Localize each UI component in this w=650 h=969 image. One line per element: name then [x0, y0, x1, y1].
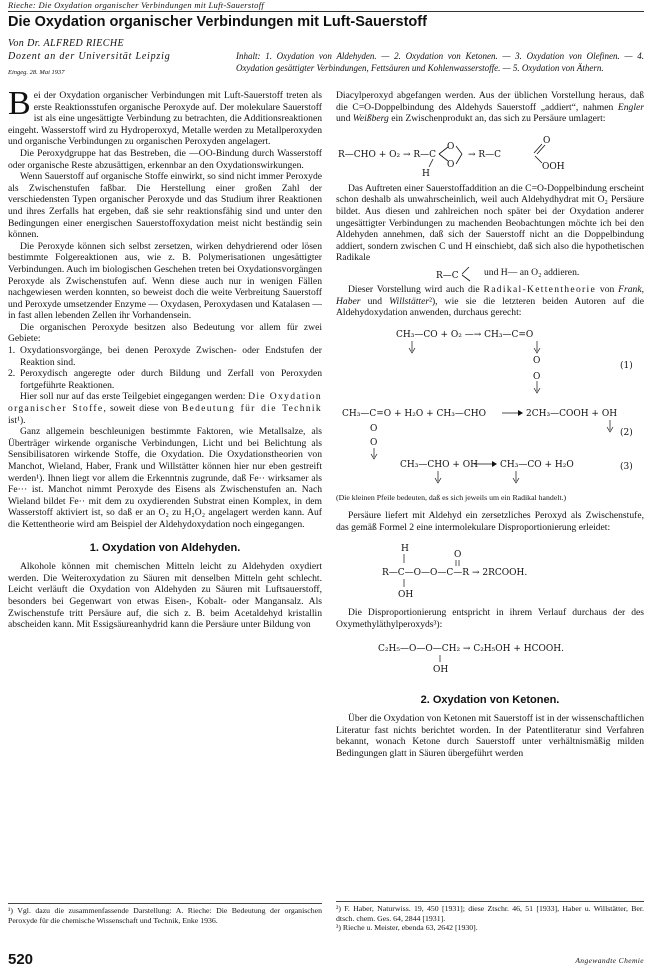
- svg-text:O: O: [447, 141, 455, 152]
- journal-name: Angewandte Chemie: [575, 956, 644, 965]
- svg-text:R—C—O—O—C—R → 2RCOOH.: R—C—O—O—C—R → 2RCOOH.: [382, 568, 528, 579]
- svg-text:O: O: [543, 135, 551, 146]
- figure-note: (Die kleinen Pfeile bedeuten, daß es sich jeweils um ein Radikal handelt.): [336, 492, 567, 502]
- svg-text:→ R—C: → R—C: [468, 149, 502, 160]
- svg-text:H: H: [401, 544, 409, 555]
- paragraph: Die Peroxydgruppe hat das Bestreben, die —OO-Bindung durch Wasserstoff oder organische Reste abzusättigen, erkennbar an den Oxydationswirkungen.: [8, 147, 322, 171]
- formula-aldehyde-addition: [336, 129, 644, 181]
- table-of-contents: Inhalt: 1. Oxydation von Aldehyden. — 2. Oxydation von Ketonen. — 3. Oxydation von Olefinen. — 4. Oxydation gesättigter Verbindungen, Fettsäuren und Kohlenwasserstoffe. — 5. Oxydation von Äthern.: [236, 51, 644, 73]
- svg-text:H: H: [422, 168, 430, 179]
- svg-text:O: O: [533, 355, 541, 366]
- paragraph: Hier soll nur auf das erste Teilgebiet eingegangen werden: Die Oxydation organischer Stoffe, soweit diese von Bedeutung für die Technik ist¹).: [8, 391, 322, 426]
- list-item: 1. Oxydationsvorgänge, bei denen Peroxyde Zwischen- oder Endstufen der Reaktion sind.: [8, 345, 322, 368]
- svg-text:OOH: OOH: [542, 161, 565, 172]
- svg-text:O: O: [454, 550, 462, 561]
- formula-oxymethyl: [336, 637, 644, 677]
- page-number: 520: [8, 951, 34, 968]
- paragraph: Alkohole können mit chemischen Mitteln leicht zu Aldehyden oxydiert werden. Die Weiteroxydation zu Säuren mit denselben Mitteln geht schlecht. Leicht verläuft die Oxydation von Aldehyden zu Säuren mit Luftsauerstoff, besonders bei Gegenwart von etwas Eisen-, Kobalt- oder Mangansalz. Als Zwischenstufe tritt Persäure auf, die sich z. B. beim Acetaldehyd kristallin abscheiden kann. Mit Essigsäureanhydrid kann die Persäure unter Bildung von: [8, 561, 322, 631]
- paragraph: Dieser Vorstellung wird auch die Radikal-Kettentheorie von Frank, Haber und Willstätter²), wie sie die letzteren beiden Autoren auf die Aldehydoxydation anwenden, durchaus gerecht:: [336, 283, 644, 319]
- svg-text:O: O: [533, 371, 541, 382]
- paragraph: Bei der Oxydation organischer Verbindungen mit Luft-Sauerstoff treten als erste Reaktionsstufen organische Peroxyde auf. Der molekulare Sauerstoff ist als eine ungesättigte Verbindung zu betrachten, die Additionsreaktionen eingeht. Wasserstoff wird zu Hydroperoxyd, Metalle werden zu Metallperoxyden und organische Verbindungen zu organischen Peroxyden angelagert.: [8, 85, 322, 148]
- paragraph: Die organischen Peroxyde besitzen also Bedeutung vor allem für zwei Gebiete:: [8, 321, 322, 345]
- running-head: Rieche: Die Oxydation organischer Verbindungen mit Luft-Sauerstoff: [8, 0, 265, 10]
- page: [8, 0, 644, 969]
- svg-text:2CH₃—COOH + OH: 2CH₃—COOH + OH: [526, 408, 618, 419]
- svg-text:(3): (3): [620, 461, 633, 472]
- svg-text:R—C: R—C: [436, 270, 459, 281]
- right-column: [336, 90, 644, 759]
- paragraph: Die Disproportionierung entspricht in ihrem Verlauf durchaus der des Oxymethyläthylperoxyds³):: [336, 607, 644, 630]
- paragraph: Persäure liefert mit Aldehyd ein zersetzliches Peroxyd als Zwischenstufe, das gemäß Formel 2 eine intermolekulare Disproportionierung erleidet:: [336, 510, 644, 533]
- paragraph: Diacylperoxyd abgefangen werden. Aus der üblichen Vorstellung heraus, daß die C=O-Doppelbindung des Aldehyds Sauerstoff „addiert“, nahmen Engler und Weißberg ein Zwischenprodukt an, das sich zu Persäure umlagert:: [336, 90, 644, 125]
- svg-text:O: O: [447, 159, 455, 170]
- drop-cap: B: [8, 85, 31, 122]
- svg-text:OH: OH: [433, 664, 449, 675]
- chain-reaction-equations: [336, 323, 644, 493]
- footnote: ²) F. Haber, Naturwiss. 19, 450 [1931]; diese Ztschr. 46, 51 [1933], Haber u. Willstätter, Ber. dtsch. chem. Ges. 64, 2844 [1931].: [336, 904, 644, 923]
- svg-text:CH₃—C=O + H₂O + CH₃—CHO: CH₃—C=O + H₂O + CH₃—CHO: [342, 408, 486, 419]
- author: Von Dr. ALFRED RIECHE: [8, 38, 124, 49]
- paragraph: Über die Oxydation von Ketonen mit Sauerstoff ist in der wissenschaftlichen Literatur fast nichts berichtet worden. In der Patentliteratur sind Verfahren bekannt, wonach Ketone durch Sauerstoff unter verhältnismäßig milden Bedingungen glatt in Säuren übergeführt werden: [336, 713, 644, 759]
- footnote: ¹) Vgl. dazu die zusammenfassende Darstellung: A. Rieche: Die Bedeutung der organischen Peroxyde für die chemische Wissenschaft und Technik, Enke 1936.: [8, 906, 322, 925]
- article-title: Die Oxydation organischer Verbindungen mit Luft-Sauerstoff: [8, 14, 427, 30]
- svg-text:CH₃—CO + O₂ —→ CH₃—C=O: CH₃—CO + O₂ —→ CH₃—C=O: [396, 329, 534, 340]
- svg-text:(1): (1): [620, 360, 633, 371]
- paragraph: Wenn Sauerstoff auf organische Stoffe einwirkt, so sind nicht immer Peroxyde als Zwischenstufen faßbar. Die Herstellung einer großen Zahl der verschiedensten Typen organischer Peroxyde und das Studium ihrer Reaktionen und ihres Zerfalls hat ergeben, daß sie sehr reaktionsfähig sind und unter den Bedingungen einer energischen Sauerstoffoxydation meist nicht beständig sein können.: [8, 171, 322, 241]
- svg-text:CH₃—CO + H₂O: CH₃—CO + H₂O: [500, 459, 574, 470]
- formula-disproportionation: [336, 539, 644, 603]
- paragraph: Die Peroxyde können sich selbst zersetzen, wirken dehydrierend oder lösen bestimmte Folgereaktionen aus, wie z. B. Polymerisationen ungesättigter Verbindungen. Auch im biologischen Geschehen treten bei Oxydationsvorgängen Peroxyde als Zwischenstufen auf. Wenn diese auch nur in wenigen Fällen nachgewiesen werden konnten, so beweist doch die weite Verbreitung Sauerstoff und Peroxyde umsetzender Enzyme — Oxydasen, Peroxydasen und Katalasen — in fast allen lebenden Zellen ihr Vorhandensein.: [8, 240, 322, 322]
- received-date: Eingeg. 28. Mai 1937: [8, 69, 65, 76]
- svg-text:CH₃—CHO + OH: CH₃—CHO + OH: [400, 459, 478, 470]
- header-rule: [8, 11, 644, 12]
- radical-line: R—C und H— an O₂ addieren.: [436, 264, 644, 284]
- svg-text:C₂H₅—O—O—CH₂ → C₂H₅OH + HCOOH.: C₂H₅—O—O—CH₂ → C₂H₅OH + HCOOH.: [378, 643, 564, 654]
- affiliation: Dozent an der Universität Leipzig: [8, 51, 171, 62]
- svg-text:O: O: [370, 437, 378, 448]
- left-column: [8, 85, 322, 631]
- svg-text:OH: OH: [398, 590, 414, 601]
- section-heading: 1. Oxydation von Aldehyden.: [89, 541, 241, 554]
- svg-text:O: O: [370, 423, 378, 434]
- footnotes: [336, 901, 644, 933]
- svg-text:R—CHO + O₂ → R—C: R—CHO + O₂ → R—C: [338, 149, 437, 160]
- footnotes: [8, 903, 322, 925]
- paragraph: Ganz allgemein beschleunigen bestimmte Faktoren, wie Metallsalze, als Überträger wirkende organische Verbindungen, Licht und bei Belichtung als Sensibilisatoren wirkende Stoffe, die Oxydation. Die Oxydationstheorien von Manchot, Wieland, Haber, Frank und Willstätter können hier nur eben gestreift werden¹). Ihnen liegt vor allem die Erkenntnis zugrunde, daß Fe·· wirksamer als Fe··· ist. Manchot nimmt Peroxyde des Eisens als Zwischenstufen an. Nach Wieland bildet Fe·· mit dem zu oxydierenden Substrat einen Komplex, in dem Wasserstoff aktiviert ist, so daß er an O₂ zu H₂O₂ angelagert werden kann. Auf die Kettentheorie wird am Beispiel der Aldehydoxydation noch eingegangen.: [8, 426, 322, 530]
- radical-formula: [436, 264, 476, 284]
- svg-text:(2): (2): [620, 427, 633, 438]
- footnote: ³) Rieche u. Meister, ebenda 63, 2642 [1930].: [336, 923, 478, 933]
- paragraph: Das Auftreten einer Sauerstoffaddition an die C=O-Doppelbindung erscheint schon deshalb als unwahrscheinlich, weil auch Aldehydhydrat mit O₂ Persäure bildet. Aus diesen und zahlreichen noch später bei der Oxydation anderer ungesättigter Verbindungen zu machenden Beobachtungen möchte ich bei den Aldehyden annehmen, daß sich der Sauerstoff nicht an die Doppelbindung addiert, sondern zwischen C und H einschiebt, daß sich also die hypothetischen Radikale: [336, 182, 644, 264]
- section-heading: 2. Oxydation von Ketonen.: [420, 693, 560, 706]
- list-item: 2. Peroxydisch angeregte oder durch Bildung und Zerfall von Peroxyden fortgeführte Reaktionen.: [8, 368, 322, 391]
